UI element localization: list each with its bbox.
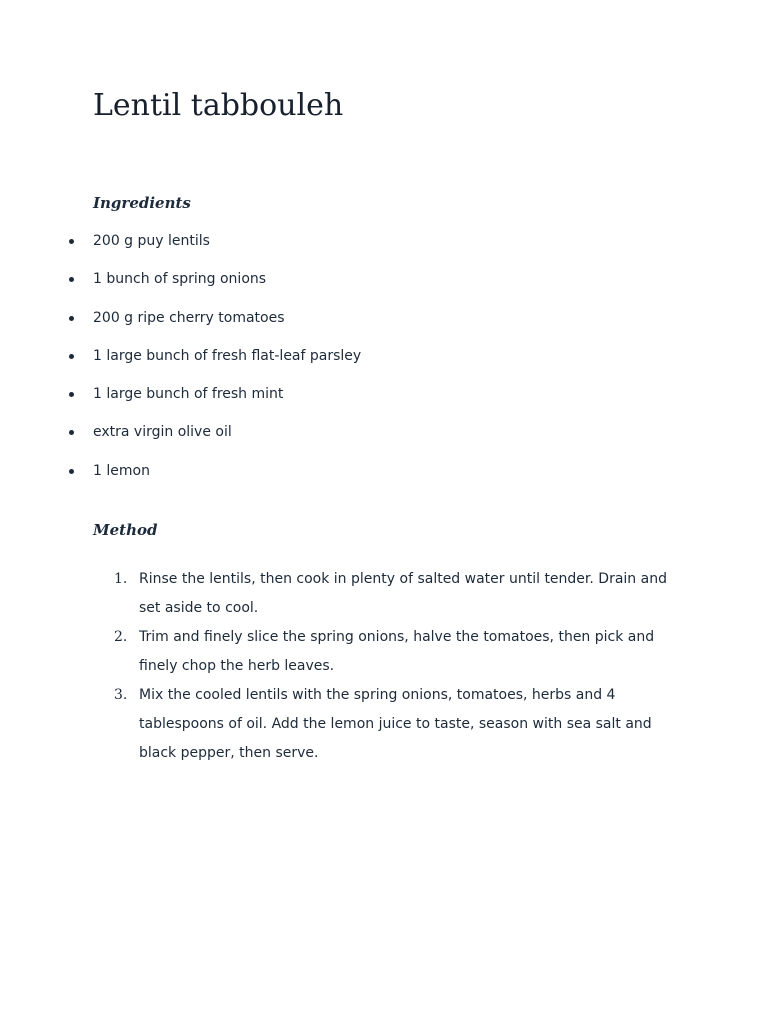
bullet-icon: [69, 392, 74, 397]
method-step: [0, 565, 768, 623]
ingredient-text: 1 bunch of spring onions: [93, 271, 267, 288]
method-heading: Method: [93, 521, 158, 539]
ingredient-text: extra virgin olive oil: [93, 424, 232, 441]
step-number: 1.: [114, 571, 128, 587]
step-number: 2.: [114, 629, 128, 645]
ingredients-heading: Ingredients: [93, 194, 191, 212]
step-text: Trim and finely slice the spring onions, halve the tomatoes, then pick and finely chop the herb leaves.: [139, 629, 655, 674]
bullet-icon: [69, 239, 74, 244]
step-text: Mix the cooled lentils with the spring onions, tomatoes, herbs and 4 tablespoons of oil. Add the lemon juice to taste, season with sea salt and black pepper, then serve.: [139, 687, 652, 761]
step-text: Rinse the lentils, then cook in plenty of salted water until tender. Drain and set aside to cool.: [139, 571, 667, 616]
ingredient-text: 1 large bunch of fresh mint: [93, 386, 284, 403]
page-title: Lentil tabbouleh: [93, 88, 344, 123]
bullet-icon: [69, 354, 74, 359]
bullet-icon: [69, 316, 74, 321]
ingredient-list: [0, 231, 768, 499]
list-item: [0, 346, 768, 384]
ingredient-text: 200 g puy lentils: [93, 233, 210, 249]
step-number: 3.: [114, 687, 128, 703]
method-step: [0, 623, 768, 681]
list-item: [0, 308, 768, 346]
list-item: [0, 422, 768, 460]
ingredient-text: 1 large bunch of fresh flat-leaf parsley: [93, 347, 362, 364]
method-step: [0, 681, 768, 768]
ingredient-text: 200 g ripe cherry tomatoes: [93, 309, 285, 326]
bullet-icon: [69, 277, 74, 282]
list-item: [0, 461, 768, 499]
method-list: [0, 565, 768, 768]
list-item: [0, 269, 768, 307]
ingredient-text: 1 lemon: [93, 462, 150, 479]
bullet-icon: [69, 469, 74, 474]
bullet-icon: [69, 430, 74, 435]
list-item: [0, 231, 768, 269]
list-item: [0, 384, 768, 422]
